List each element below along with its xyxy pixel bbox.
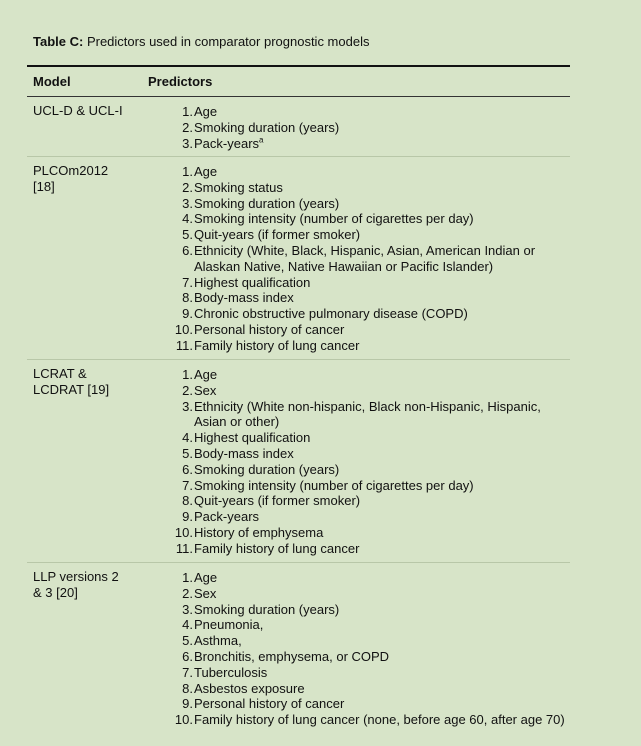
predictor-item	[168, 446, 568, 462]
predictor-text	[193, 633, 568, 649]
model-cell	[33, 569, 143, 601]
predictor-text	[193, 509, 568, 525]
predictor-item	[168, 570, 568, 586]
predictor-text	[193, 243, 568, 275]
predictor-text	[193, 367, 568, 383]
predictor-text	[193, 104, 568, 120]
predictor-number: 5.	[182, 227, 193, 243]
predictor-label: Smoking status	[194, 179, 283, 195]
predictor-number: 1.	[182, 164, 193, 179]
predictor-number: 2.	[182, 585, 193, 601]
predictor-text	[193, 383, 568, 399]
predictor-item	[168, 712, 568, 728]
predictor-item	[168, 322, 568, 338]
predictor-text	[193, 462, 568, 478]
predictor-item	[168, 649, 568, 665]
predictor-number: 8.	[182, 493, 193, 509]
predictor-number: 1.	[182, 570, 193, 585]
predictor-label: Chronic obstructive pulmonary disease (COPD)	[194, 306, 468, 322]
predictor-number: 4.	[182, 211, 193, 227]
predictor-item	[168, 306, 568, 322]
predictor-number: 11.	[175, 337, 193, 353]
predictor-number: 6.	[182, 648, 193, 664]
row-divider	[27, 359, 570, 360]
predictor-item	[168, 462, 568, 478]
predictors-list	[168, 367, 568, 557]
header-rule	[27, 96, 570, 97]
predictor-text	[193, 196, 568, 212]
predictor-label: Ethnicity (White, Black, Hispanic, Asian, American Indian or Alaskan Native, Native Hawaiian or Pacific Islander)	[194, 242, 536, 274]
predictor-number: 4.	[182, 617, 193, 633]
predictor-text	[193, 275, 568, 291]
footnote-marker: a	[259, 135, 264, 145]
predictor-item	[168, 338, 568, 354]
predictor-item	[168, 136, 568, 152]
predictor-item	[168, 383, 568, 399]
predictor-item	[168, 525, 568, 541]
predictor-text	[193, 525, 568, 541]
predictor-number: 2.	[182, 119, 193, 135]
predictor-number: 6.	[182, 461, 193, 477]
predictor-label: Body-mass index	[194, 290, 294, 306]
predictor-number: 3.	[182, 195, 193, 211]
predictor-label: Family history of lung cancer	[194, 337, 360, 353]
predictor-text	[193, 120, 568, 136]
predictor-item	[168, 243, 568, 275]
predictor-label: Family history of lung cancer (none, before age 60, after age 70)	[194, 712, 565, 728]
table-caption-label: Table C:	[33, 34, 84, 49]
predictor-text	[193, 322, 568, 338]
predictor-item	[168, 290, 568, 306]
predictor-text	[193, 478, 568, 494]
model-name-line: & 3 [20]	[33, 585, 78, 600]
predictor-text	[193, 338, 568, 354]
predictor-label: Ethnicity (White non-hispanic, Black non-Hispanic, Hispanic, Asian or other)	[194, 398, 541, 430]
predictor-text	[193, 306, 568, 322]
predictor-text	[193, 136, 568, 152]
predictor-text	[193, 541, 568, 557]
predictor-item	[168, 104, 568, 120]
predictor-label: Smoking duration (years)	[194, 119, 340, 135]
predictor-item	[168, 493, 568, 509]
predictor-number: 2.	[182, 179, 193, 195]
predictor-text	[193, 430, 568, 446]
predictor-number: 10.	[174, 524, 193, 540]
predictors-list	[168, 570, 568, 728]
predictor-label: Smoking duration (years)	[194, 461, 340, 477]
predictor-text	[193, 180, 568, 196]
predictor-number: 8.	[182, 290, 193, 306]
predictor-label: Quit-years (if former smoker)	[194, 493, 361, 509]
predictor-item	[168, 275, 568, 291]
predictor-label: Tuberculosis	[194, 664, 268, 680]
predictor-item	[168, 586, 568, 602]
column-header-model: Model	[33, 74, 71, 89]
predictor-item	[168, 478, 568, 494]
predictor-label: Age	[194, 104, 218, 119]
predictor-text	[193, 493, 568, 509]
predictor-label: Personal history of cancer	[194, 696, 345, 712]
predictor-item	[168, 180, 568, 196]
predictor-label: History of emphysema	[194, 524, 324, 540]
predictor-label: Sex	[194, 585, 217, 601]
model-cell	[33, 366, 143, 398]
predictor-label: Highest qualification	[194, 274, 311, 290]
predictor-text	[193, 570, 568, 586]
predictor-number: 7.	[182, 274, 193, 290]
predictor-text	[193, 211, 568, 227]
model-name-line: LCDRAT [19]	[33, 382, 110, 397]
predictor-item	[168, 120, 568, 136]
predictor-text	[193, 399, 568, 431]
predictor-label: Age	[194, 367, 218, 382]
predictor-number: 8.	[182, 680, 193, 696]
predictor-item	[168, 681, 568, 697]
predictor-text	[193, 617, 568, 633]
predictor-item	[168, 196, 568, 212]
predictor-number: 5.	[182, 633, 193, 649]
predictor-label: Bronchitis, emphysema, or COPD	[194, 648, 390, 664]
predictor-label: Age	[194, 570, 218, 585]
predictor-item	[168, 399, 568, 431]
predictor-label: Smoking intensity (number of cigarettes per day)	[194, 211, 474, 227]
predictor-item	[168, 367, 568, 383]
predictor-item	[168, 211, 568, 227]
predictor-text	[193, 586, 568, 602]
predictor-number: 3.	[182, 135, 193, 151]
predictor-item	[168, 430, 568, 446]
predictor-item	[168, 227, 568, 243]
predictor-label: Age	[194, 164, 218, 179]
predictor-item	[168, 665, 568, 681]
predictor-label: Personal history of cancer	[194, 321, 345, 337]
predictor-item	[168, 602, 568, 618]
predictor-number: 9.	[182, 509, 193, 525]
predictor-label: Smoking duration (years)	[194, 195, 340, 211]
predictor-item	[168, 633, 568, 649]
predictor-number: 7.	[182, 477, 193, 493]
predictor-item	[168, 696, 568, 712]
predictor-number: 5.	[182, 445, 193, 461]
column-header-predictors: Predictors	[148, 74, 213, 89]
predictor-label: Body-mass index	[194, 445, 294, 461]
predictor-label: Pack-years	[194, 509, 260, 525]
predictor-number: 4.	[182, 430, 193, 446]
predictor-text	[193, 227, 568, 243]
predictor-label: Asthma,	[194, 633, 242, 649]
predictor-number: 3.	[182, 601, 193, 617]
predictor-item	[168, 509, 568, 525]
predictor-label: Family history of lung cancer	[194, 540, 360, 556]
table-top-rule	[27, 65, 570, 67]
predictor-label: Pneumonia,	[194, 617, 264, 633]
predictor-item	[168, 617, 568, 633]
predictor-number: 1.	[182, 367, 193, 382]
predictor-number: 11.	[175, 540, 193, 556]
predictor-number: 6.	[182, 242, 193, 258]
predictor-number: 10.	[174, 321, 193, 337]
model-name-line: PLCOm2012	[33, 163, 109, 178]
predictor-number: 2.	[182, 382, 193, 398]
predictor-label: Asbestos exposure	[194, 680, 305, 696]
predictor-text	[193, 649, 568, 665]
model-cell	[33, 163, 143, 195]
predictor-number: 9.	[182, 306, 193, 322]
predictor-number: 10.	[174, 712, 193, 728]
predictor-text	[193, 665, 568, 681]
predictor-label: Smoking duration (years)	[194, 601, 340, 617]
predictor-label: Sex	[194, 382, 217, 398]
model-name-line: LCRAT &	[33, 366, 87, 381]
predictor-number: 1.	[182, 104, 193, 119]
table-caption	[33, 34, 369, 49]
predictors-list	[168, 164, 568, 354]
row-divider	[27, 562, 570, 563]
model-name-line: [18]	[33, 179, 55, 194]
predictor-label: Quit-years (if former smoker)	[194, 227, 361, 243]
predictor-text	[193, 602, 568, 618]
predictor-number: 9.	[182, 696, 193, 712]
predictor-item	[168, 164, 568, 180]
table-caption-text: Predictors used in comparator prognostic models	[83, 34, 370, 49]
predictor-text	[193, 164, 568, 180]
predictor-label: Highest qualification	[194, 430, 311, 446]
row-divider	[27, 156, 570, 157]
predictor-number: 3.	[182, 398, 193, 414]
predictor-label: Smoking intensity (number of cigarettes per day)	[194, 477, 474, 493]
predictor-number: 7.	[182, 664, 193, 680]
model-name-line: UCL-D & UCL-I	[33, 103, 123, 118]
predictor-text	[193, 712, 568, 728]
predictor-text	[193, 681, 568, 697]
predictor-text	[193, 290, 568, 306]
predictor-text	[193, 696, 568, 712]
model-name-line: LLP versions 2	[33, 569, 119, 584]
predictor-item	[168, 541, 568, 557]
predictor-text	[193, 446, 568, 462]
predictors-list	[168, 104, 568, 151]
model-cell	[33, 103, 143, 119]
predictor-label: Pack-years	[194, 135, 260, 151]
